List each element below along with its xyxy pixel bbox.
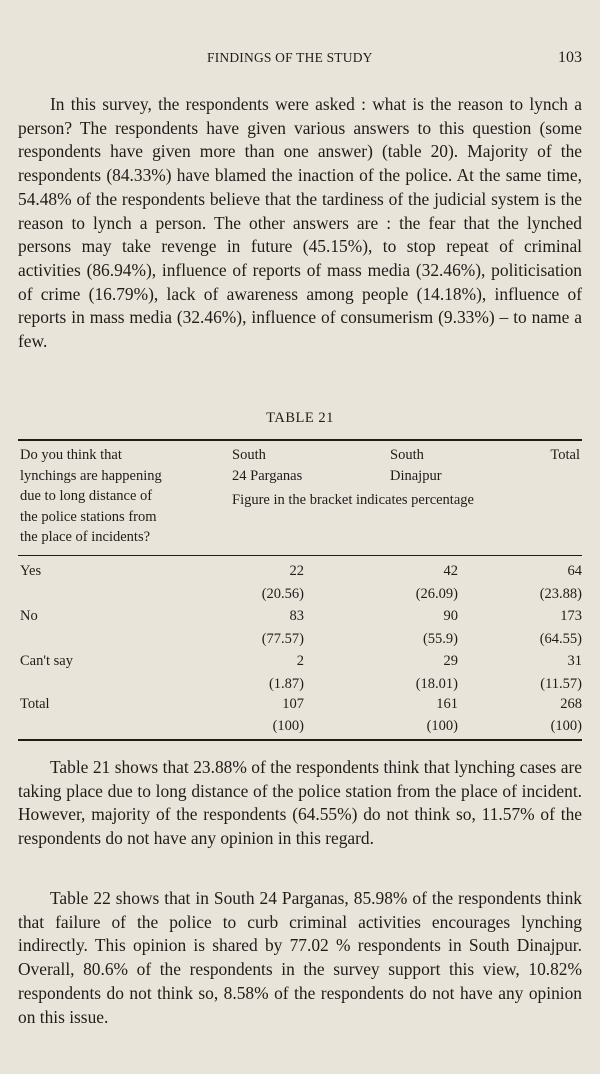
table-question-header	[20, 445, 200, 548]
question-line: the police stations from	[20, 508, 157, 525]
intro-paragraph: In this survey, the respondents were asked : what is the reason to lynch a person? The respondents have given various answers to this question (some respondents have given more than one answer) (table 20). Majority of the respondents (84.33%) have blamed the inaction of the police. At the same time, 54.48% of the respondents believe that the tardiness of the judicial system is the reason to lynch a person. The other answers are : the fear that the lynched persons may take revenge in future (45.15%), to stop repeat of criminal activities (86.94%), influence of reports of mass media (32.46%), politicisation of crime (16.79%), lack of awareness among people (14.18%), influence of reports in mass media (32.46%), influence of consumerism (9.33%) – to name a few.	[18, 94, 582, 352]
table-top-rule	[18, 439, 582, 441]
cell-no-south24-pct: (77.57)	[261, 631, 304, 647]
cell-cantsay-dinajpur-count: 29	[443, 653, 458, 669]
cell-yes-south24-pct: (20.56)	[261, 586, 304, 602]
running-title: FINDINGS OF THE STUDY	[207, 50, 373, 65]
column-header-total: Total	[550, 447, 580, 463]
column-header-south-24-parganas	[232, 445, 302, 486]
cell-yes-south24-count: 22	[289, 563, 304, 579]
cell-cantsay-total-count: 31	[567, 653, 582, 669]
cell-total-total-pct: (100)	[550, 718, 582, 734]
cell-total-south24-count: 107	[282, 696, 304, 712]
row-label-no: No	[20, 608, 38, 624]
question-line: Do you think that	[20, 447, 122, 463]
table22-summary-paragraph: Table 22 shows that in South 24 Parganas, 85.98% of the respondents think that failure of the police to curb criminal activities encourages lynching indirectly. This opinion is shared by 77.02 % respondents in South Dinajpur. Overall, 80.6% of the respondents in the survey support this view, 10.82% respondents do not think so, 8.58% of the respondents do not have any opinion on this issue.	[18, 888, 582, 1027]
running-header	[0, 50, 600, 70]
question-line: lynchings are happening	[20, 467, 162, 484]
row-label-cant-say: Can't say	[20, 653, 73, 669]
cell-no-south24-count: 83	[289, 608, 304, 624]
cell-yes-total-count: 64	[567, 563, 582, 579]
cell-cantsay-total-pct: (11.57)	[540, 676, 582, 692]
row-label-yes: Yes	[20, 563, 42, 579]
table21-summary-paragraph: Table 21 shows that 23.88% of the respondents think that lynching cases are taking place due to long distance of the police station from the place of incident. However, majority of the respondents (64.55%) do not think so, 11.57% of the respondents do not have any opinion in this regard.	[18, 757, 582, 849]
cell-cantsay-south24-pct: (1.87)	[268, 676, 304, 692]
cell-total-dinajpur-count: 161	[436, 696, 458, 712]
cell-total-dinajpur-pct: (100)	[426, 718, 458, 734]
cell-cantsay-south24-count: 2	[296, 653, 304, 669]
column-header-line: South	[232, 447, 266, 463]
cell-cantsay-dinajpur-pct: (18.01)	[415, 676, 458, 692]
table-title: TABLE 21	[266, 410, 334, 426]
cell-no-dinajpur-count: 90	[443, 608, 458, 624]
table-bottom-rule	[18, 739, 582, 741]
question-line: due to long distance of	[20, 488, 153, 504]
cell-no-dinajpur-pct: (55.9)	[422, 631, 458, 647]
cell-total-total-count: 268	[560, 696, 582, 712]
table-header-rule	[18, 555, 582, 556]
cell-yes-total-pct: (23.88)	[539, 586, 582, 602]
cell-total-south24-pct: (100)	[272, 718, 304, 734]
cell-no-total-count: 173	[560, 608, 582, 624]
column-header-line: Dinajpur	[390, 467, 442, 484]
column-header-south-dinajpur	[390, 445, 442, 486]
page-number: 103	[558, 49, 582, 66]
row-label-total: Total	[20, 696, 50, 712]
column-header-line: 24 Parganas	[232, 467, 303, 484]
cell-yes-dinajpur-count: 42	[443, 563, 458, 579]
column-header-line: South	[390, 447, 424, 463]
question-line: the place of incidents?	[20, 529, 151, 545]
table-percentage-note: Figure in the bracket indicates percentage	[232, 492, 474, 508]
cell-no-total-pct: (64.55)	[539, 631, 582, 647]
cell-yes-dinajpur-pct: (26.09)	[415, 586, 458, 602]
